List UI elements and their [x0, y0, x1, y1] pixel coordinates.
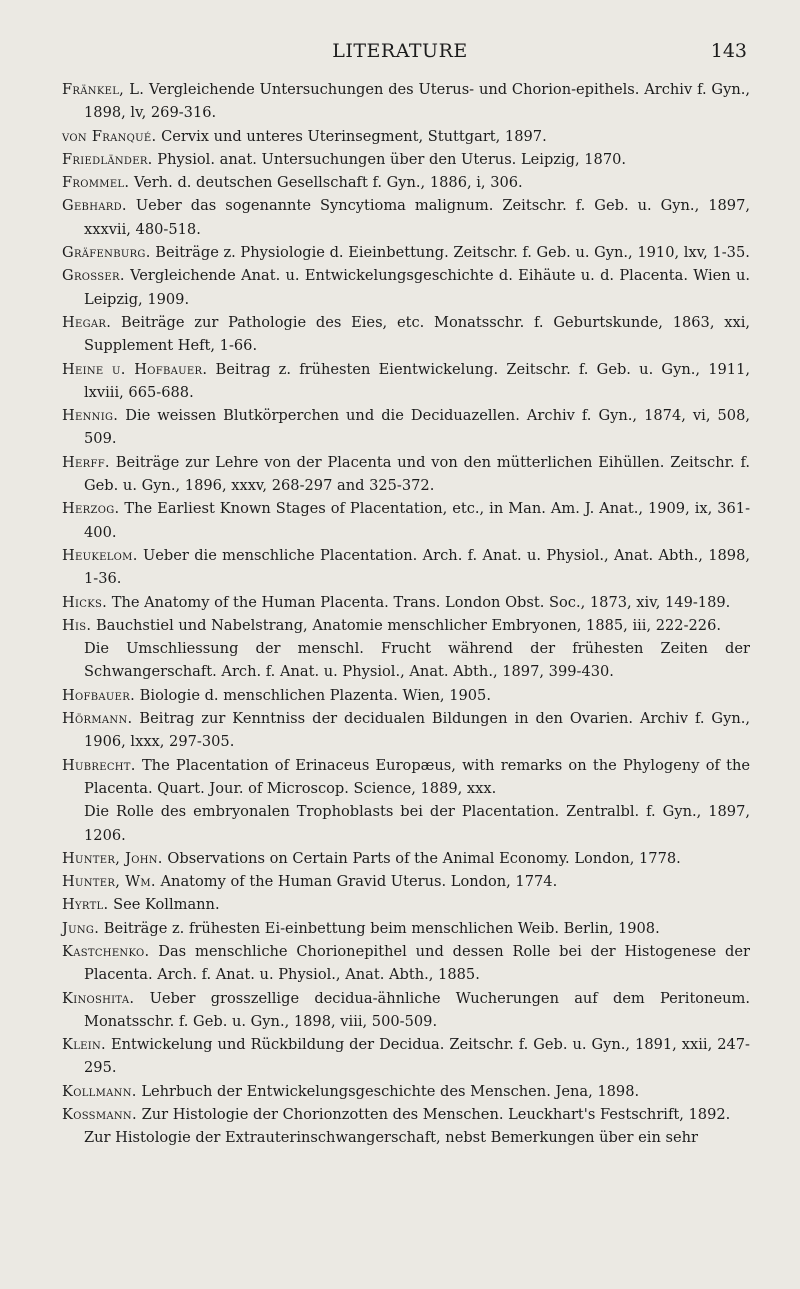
bibliography-entry: [62, 917, 750, 940]
entry-text: Cervix und unteres Uterinsegment, Stuttgart, 1897.: [161, 127, 547, 145]
entry-text: Beitrag zur Kenntniss der decidualen Bildungen in den Ovarien. Archiv f. Gyn., 1906, lxxx, 297-305.: [84, 710, 750, 751]
running-header: [0, 40, 800, 64]
entry-author: Hunter, Wm.: [62, 873, 156, 891]
entry-text: Verh. d. deutschen Gesellschaft f. Gyn., 1886, i, 306.: [133, 174, 523, 192]
entry-author: Jung.: [62, 919, 100, 937]
bibliography-entry: [62, 1103, 750, 1126]
entry-author: Kossmann.: [62, 1106, 137, 1124]
bibliography-entry: [62, 684, 750, 707]
entry-text: Die Umschliessung der menschl. Frucht während der frühesten Zeiten der Schwangerschaft. Arch. f. Anat. u. Physiol., Anat. Abth., 1897, 399-430.: [84, 640, 750, 681]
page-number: 143: [710, 40, 747, 62]
bibliography-entry: [62, 800, 750, 847]
bibliography-entry: [62, 544, 750, 591]
entry-text: The Placentation of Erinaceus Europæus, with remarks on the Phylogeny of the Placenta. Quart. Jour. of Microscop. Science, 1889, xxx.: [84, 756, 750, 797]
bibliography-entry: [62, 148, 750, 171]
entry-author: Kollmann.: [62, 1082, 137, 1100]
bibliography-entry: [62, 451, 750, 498]
entry-text: Entwickelung und Rückbildung der Decidua. Zeitschr. f. Geb. u. Gyn., 1891, xxii, 247-295.: [84, 1036, 750, 1077]
bibliography-entry: [62, 1080, 750, 1103]
entry-author: Heukelom.: [62, 546, 138, 564]
bibliography-entry: [62, 1033, 750, 1080]
entry-text: The Earliest Known Stages of Placentation, etc., in Man. Am. J. Anat., 1909, ix, 361-400.: [84, 500, 751, 541]
entry-author: Gebhard.: [62, 197, 127, 215]
bibliography-entry: [62, 1126, 750, 1149]
bibliography-entry: [62, 171, 750, 194]
entry-author: Hofbauer.: [62, 686, 136, 704]
entry-author: Grosser.: [62, 267, 125, 285]
entry-author: Hyrtl.: [62, 896, 109, 914]
bibliography-entry: [62, 264, 750, 311]
entry-author: Herff.: [62, 453, 110, 471]
bibliography-entry: [62, 637, 750, 684]
entry-author: Hennig.: [62, 407, 119, 425]
entry-author: Hörmann.: [62, 710, 133, 728]
entry-text: Anatomy of the Human Gravid Uterus. London, 1774.: [160, 873, 558, 891]
bibliography-entry: [62, 404, 750, 451]
bibliography-entry: [62, 870, 750, 893]
entry-text: Die weissen Blutkörperchen und die Deciduazellen. Archiv f. Gyn., 1874, vi, 508, 509.: [84, 407, 750, 448]
bibliography-entry: [62, 311, 750, 358]
entry-text: Beiträge zur Pathologie des Eies, etc. Monatsschr. f. Geburtskunde, 1863, xxi, Supplement Heft, 1-66.: [84, 313, 751, 355]
bibliography-list: [62, 78, 750, 1150]
entry-text: Beiträge zur Lehre von der Placenta und von den mütterlichen Eihüllen. Zeitschr. f. Geb. u. Gyn., 1896, xxxv, 268-297 and 325-372.: [84, 453, 750, 495]
entry-author: Fränkel, L.: [62, 81, 145, 98]
entry-text: Zur Histologie der Chorionzotten des Menschen. Leuckhart's Festschrift, 1892.: [141, 1106, 731, 1124]
entry-text: See Kollmann.: [113, 896, 220, 914]
entry-text: Biologie d. menschlichen Plazenta. Wien, 1905.: [139, 686, 491, 704]
entry-author: Klein.: [62, 1036, 106, 1054]
bibliography-entry: [62, 987, 750, 1034]
bibliography-entry: [62, 497, 750, 544]
bibliography-entry: [62, 614, 750, 637]
entry-author: Kastchenko.: [62, 942, 150, 960]
entry-text: Ueber das sogenannte Syncytioma malignum. Zeitschr. f. Geb. u. Gyn., 1897, xxxvii, 480-518.: [84, 197, 750, 238]
bibliography-entry: [62, 847, 750, 870]
bibliography-entry: [62, 707, 750, 754]
entry-text: Beitrag z. frühesten Eientwickelung. Zeitschr. f. Geb. u. Gyn., 1911, lxviii, 665-688.: [84, 360, 751, 401]
entry-author: Heine u. Hofbauer.: [62, 360, 208, 378]
entry-author: Kinoshita.: [62, 989, 135, 1007]
bibliography-entry: [62, 125, 750, 148]
entry-author: Frommel.: [62, 174, 130, 192]
entry-author: Hunter, John.: [62, 849, 163, 867]
entry-text: Beiträge z. frühesten Ei-einbettung beim menschlichen Weib. Berlin, 1908.: [103, 919, 660, 937]
entry-text: Vergleichende Untersuchungen des Uterus- und Chorion-epithels. Archiv f. Gyn., 1898, lv, 269-316.: [84, 81, 751, 122]
entry-text: Das menschliche Chorionepithel und dessen Rolle bei der Histogenese der Placenta. Arch. f. Anat. u. Physiol., Anat. Abth., 1885.: [84, 942, 750, 984]
entry-text: Ueber die menschliche Placentation. Arch. f. Anat. u. Physiol., Anat. Abth., 1898, 1-36.: [84, 546, 751, 588]
bibliography-entry: [62, 194, 750, 241]
entry-text: Beiträge z. Physiologie d. Eieinbettung. Zeitschr. f. Geb. u. Gyn., 1910, lxv, 1-35.: [155, 244, 750, 262]
entry-author: Herzog.: [62, 500, 120, 518]
bibliography-entry: [62, 241, 750, 264]
bibliography-entry: [62, 754, 750, 801]
bibliography-entry: [62, 893, 750, 916]
entry-author: His.: [62, 616, 92, 634]
entry-text: The Anatomy of the Human Placenta. Trans. London Obst. Soc., 1873, xiv, 149-189.: [111, 593, 731, 611]
entry-text: Bauchstiel und Nabelstrang, Anatomie menschlicher Embryonen, 1885, iii, 222-226.: [96, 616, 722, 634]
bibliography-entry: [62, 940, 750, 987]
entry-author: von Franqué.: [62, 127, 157, 145]
entry-text: Observations on Certain Parts of the Animal Economy. London, 1778.: [167, 849, 681, 867]
entry-author: Gräfenburg.: [62, 244, 151, 262]
bibliography-entry: [62, 358, 750, 405]
entry-author: Friedländer.: [62, 150, 153, 168]
entry-text: Vergleichende Anat. u. Entwickelungsgeschichte d. Eihäute u. d. Placenta. Wien u. Leipzig, 1909.: [84, 267, 751, 308]
bibliography-entry: [62, 591, 750, 614]
entry-author: Hicks.: [62, 593, 108, 611]
entry-author: Hegar.: [62, 313, 112, 331]
entry-text: Physiol. anat. Untersuchungen über den Uterus. Leipzig, 1870.: [157, 150, 627, 168]
page-title: LITERATURE: [332, 40, 468, 62]
entry-text: Die Rolle des embryonalen Trophoblasts bei der Placentation. Zentralbl. f. Gyn., 1897, 1206.: [84, 803, 750, 844]
entry-author: Hubrecht.: [62, 756, 136, 774]
entry-text: Zur Histologie der Extrauterinschwangerschaft, nebst Bemerkungen über ein sehr: [84, 1129, 698, 1147]
entry-text: Ueber grosszellige decidua-ähnliche Wucherungen auf dem Peritoneum. Monatsschr. f. Geb. u. Gyn., 1898, viii, 500-509.: [84, 989, 751, 1030]
entry-text: Lehrbuch der Entwickelungsgeschichte des Menschen. Jena, 1898.: [141, 1082, 640, 1100]
bibliography-entry: [62, 78, 750, 125]
